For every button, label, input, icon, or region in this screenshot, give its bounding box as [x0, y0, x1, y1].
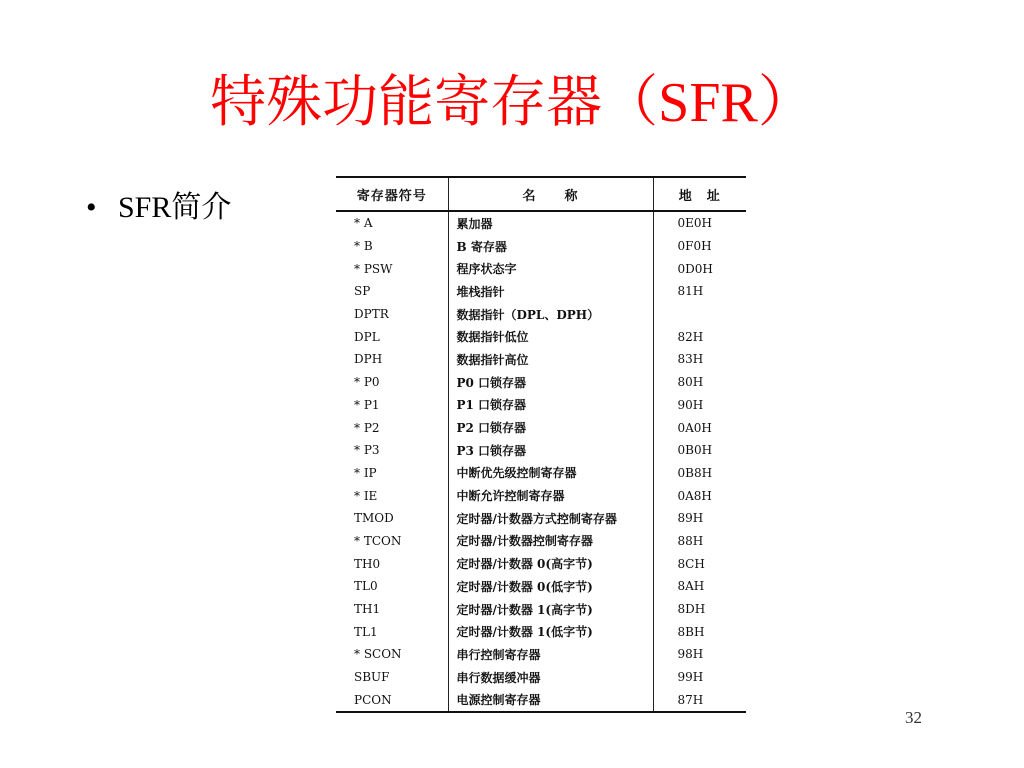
register-name-cell: 中断允许控制寄存器 — [448, 484, 653, 507]
register-name-cell: 数据指针高位 — [448, 348, 653, 371]
register-symbol-cell: TH0 — [354, 556, 381, 571]
register-name-cell: P3 口锁存器 — [448, 439, 653, 462]
register-symbol-cell: * P2 — [354, 420, 380, 435]
register-symbol-cell: * P1 — [354, 397, 380, 412]
table-row — [336, 575, 746, 598]
register-name-cell: 定时器/计数器 0(高字节) — [448, 552, 653, 575]
table-header-row — [336, 177, 746, 211]
table-row — [336, 303, 746, 326]
register-name-cell: 程序状态字 — [448, 257, 653, 280]
sfr-table — [336, 176, 746, 713]
register-address-cell: 83H — [653, 348, 746, 371]
register-name-cell: 定时器/计数器 1(高字节) — [448, 598, 653, 621]
table-row — [336, 507, 746, 530]
register-name-cell: P2 口锁存器 — [448, 416, 653, 439]
table-row — [336, 484, 746, 507]
register-symbol-cell: TH1 — [354, 602, 381, 617]
register-address-cell: 0E0H — [653, 211, 746, 235]
register-name-cell: 定时器/计数器 0(低字节) — [448, 575, 653, 598]
register-symbol-cell: * P0 — [354, 375, 380, 390]
register-address-cell: 0B8H — [653, 462, 746, 485]
register-symbol-cell: DPH — [354, 352, 383, 367]
table-row — [336, 348, 746, 371]
table-row — [336, 257, 746, 280]
register-name-cell: 定时器/计数器控制寄存器 — [448, 530, 653, 553]
table-row — [336, 462, 746, 485]
register-name-cell: 定时器/计数器 1(低字节) — [448, 620, 653, 643]
register-name-cell: 堆栈指针 — [448, 280, 653, 303]
table-row — [336, 439, 746, 462]
register-symbol-cell: DPL — [354, 329, 380, 344]
register-symbol-cell: * IP — [354, 465, 377, 480]
table-row — [336, 688, 746, 712]
header-symbol: 寄存器符号 — [336, 177, 448, 211]
register-name-cell: 数据指针（DPL、DPH） — [448, 303, 653, 326]
table-row — [336, 666, 746, 689]
register-address-cell: 98H — [653, 643, 746, 666]
slide-title: 特殊功能寄存器（SFR） — [210, 72, 814, 134]
register-address-cell: 80H — [653, 371, 746, 394]
table-row — [336, 643, 746, 666]
bullet-marker: • — [86, 191, 97, 224]
register-address-cell: 8CH — [653, 552, 746, 575]
table-row — [336, 552, 746, 575]
register-name-cell: 中断优先级控制寄存器 — [448, 462, 653, 485]
register-symbol-cell: * TCON — [354, 533, 402, 548]
register-name-cell: 数据指针低位 — [448, 325, 653, 348]
bullet-item — [86, 188, 231, 228]
register-name-cell: 定时器/计数器方式控制寄存器 — [448, 507, 653, 530]
register-symbol-cell: * P3 — [354, 443, 380, 458]
register-address-cell: 89H — [653, 507, 746, 530]
register-symbol-cell: TL0 — [354, 579, 378, 594]
register-address-cell: 99H — [653, 666, 746, 689]
table-row — [336, 280, 746, 303]
register-address-cell: 0A8H — [653, 484, 746, 507]
register-name-cell: 电源控制寄存器 — [448, 688, 653, 712]
table-row — [336, 620, 746, 643]
register-symbol-cell: SP — [354, 284, 371, 299]
table-row — [336, 530, 746, 553]
header-name: 名 称 — [448, 177, 653, 211]
header-address: 地 址 — [653, 177, 746, 211]
register-address-cell: 88H — [653, 530, 746, 553]
register-symbol-cell: * PSW — [354, 261, 393, 276]
register-address-cell: 8DH — [653, 598, 746, 621]
register-address-cell: 0B0H — [653, 439, 746, 462]
register-symbol-cell: * SCON — [354, 647, 402, 662]
register-name-cell: P1 口锁存器 — [448, 394, 653, 417]
register-symbol-cell: SBUF — [354, 670, 390, 685]
register-address-cell: 90H — [653, 394, 746, 417]
register-address-cell: 87H — [653, 688, 746, 712]
table-row — [336, 416, 746, 439]
bullet-text: SFR简介 — [118, 191, 232, 224]
register-symbol-cell: PCON — [336, 688, 448, 712]
register-symbol-cell: TMOD — [354, 511, 394, 526]
register-symbol-cell: * B — [354, 239, 373, 254]
table-row — [336, 394, 746, 417]
register-name-cell: 累加器 — [448, 211, 653, 235]
register-name-cell: 串行数据缓冲器 — [448, 666, 653, 689]
register-address-cell: 0D0H — [653, 257, 746, 280]
register-name-cell: 串行控制寄存器 — [448, 643, 653, 666]
table-row — [336, 371, 746, 394]
register-address-cell: 8BH — [653, 620, 746, 643]
register-symbol-cell: TL1 — [354, 624, 378, 639]
table-row — [336, 211, 746, 235]
register-name-cell: B 寄存器 — [448, 235, 653, 258]
register-name-cell: P0 口锁存器 — [448, 371, 653, 394]
table-row — [336, 325, 746, 348]
register-address-cell — [653, 303, 746, 326]
register-address-cell: 8AH — [653, 575, 746, 598]
register-address-cell: 81H — [653, 280, 746, 303]
register-address-cell: 0F0H — [653, 235, 746, 258]
sfr-table-image — [336, 176, 746, 726]
page-number: 32 — [905, 708, 922, 727]
register-symbol-cell: * IE — [354, 488, 378, 503]
register-address-cell: 0A0H — [653, 416, 746, 439]
register-symbol-cell: * A — [354, 216, 373, 231]
table-row — [336, 598, 746, 621]
register-symbol-cell: DPTR — [354, 307, 389, 322]
register-address-cell: 82H — [653, 325, 746, 348]
table-row — [336, 235, 746, 258]
